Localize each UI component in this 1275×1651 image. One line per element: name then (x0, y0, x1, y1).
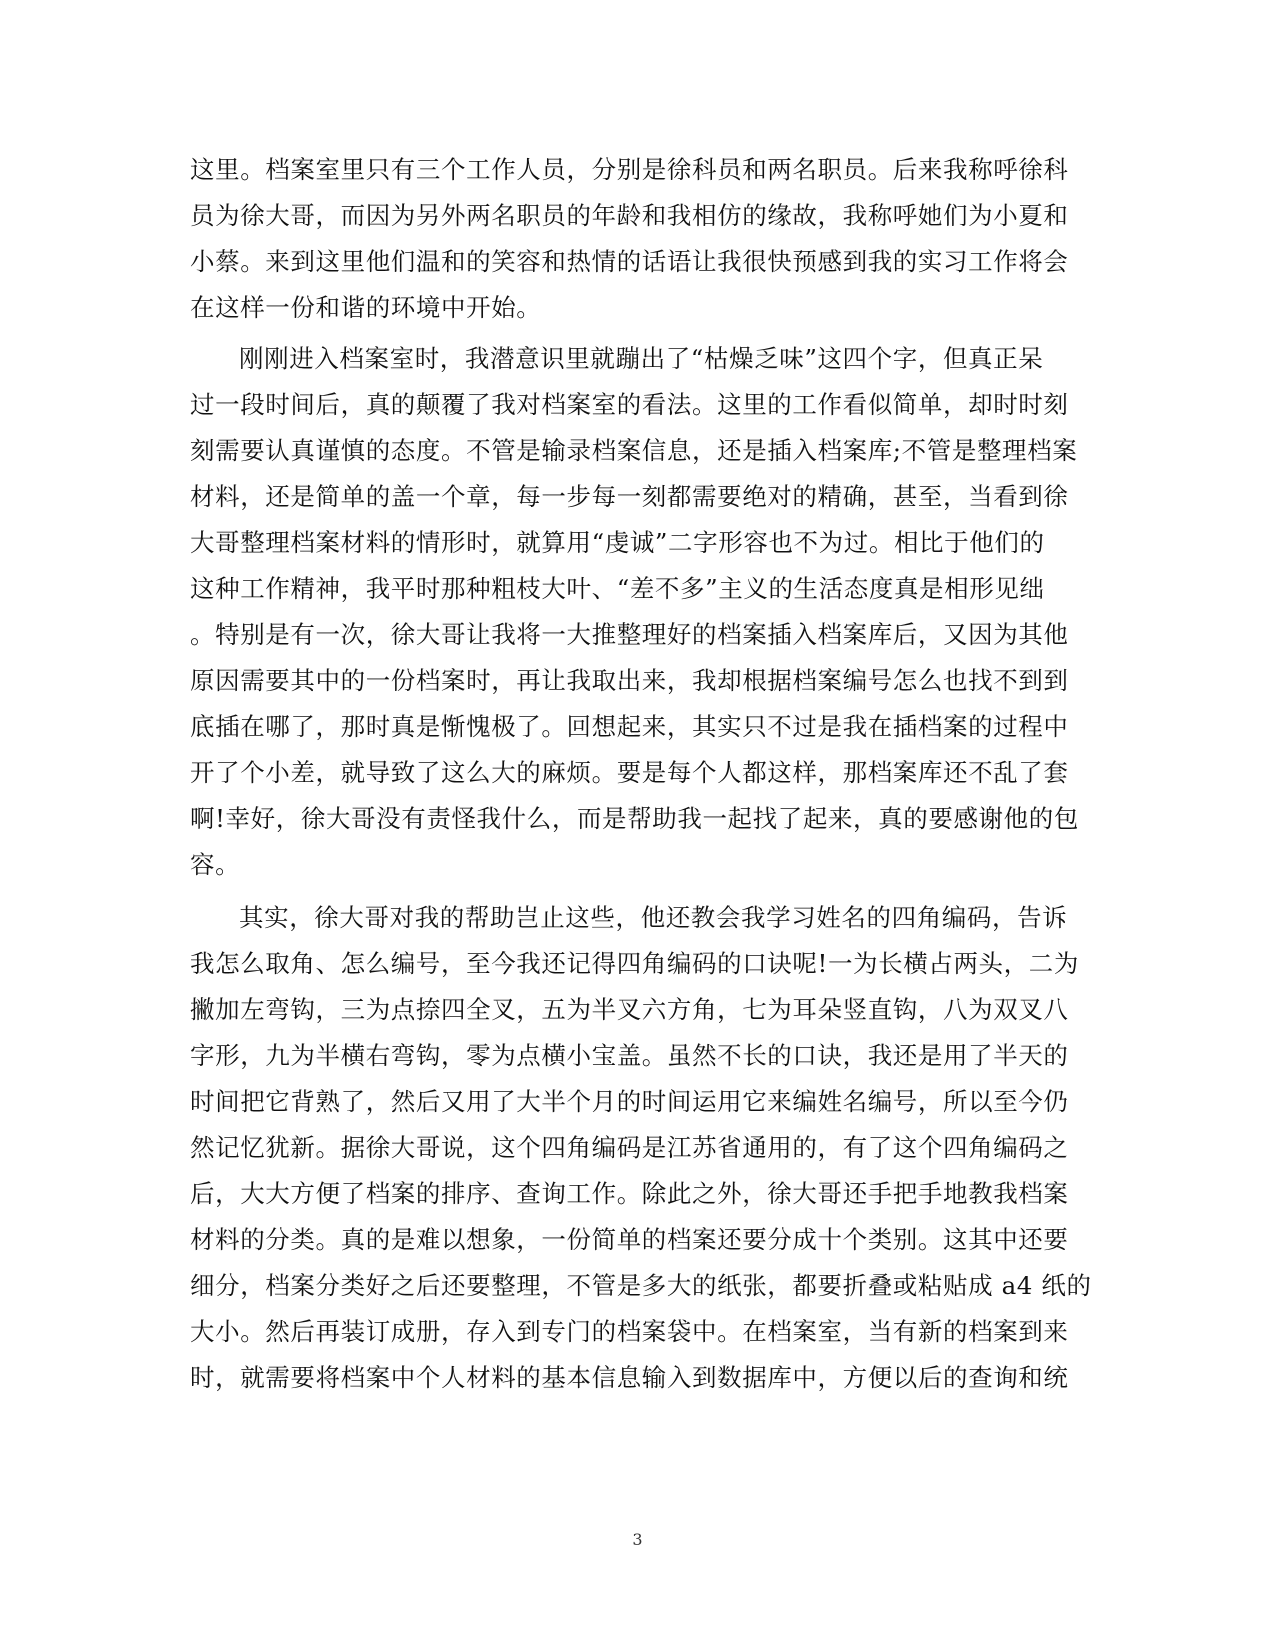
text-line: 开了个小差，就导致了这么大的麻烦。要是每个人都这样，那档案库还不乱了套 (190, 758, 1069, 787)
text-line: 刚刚进入档案室时，我潜意识里就蹦出了“枯燥乏味”这四个字，但真正呆 (239, 344, 1044, 373)
page-number: 3 (632, 1530, 643, 1549)
text-line: 后，大大方便了档案的排序、查询工作。除此之外，徐大哥还手把手地教我档案 (190, 1179, 1069, 1208)
text-line: 字形，九为半横右弯钩，零为点横小宝盖。虽然不长的口诀，我还是用了半天的 (190, 1041, 1069, 1070)
text-line: 在这样一份和谐的环境中开始。 (190, 293, 542, 322)
text-line: 这种工作精神，我平时那种粗枝大叶、“差不多”主义的生活态度真是相形见绌 (190, 574, 1045, 603)
text-line: 然记忆犹新。据徐大哥说，这个四角编码是江苏省通用的，有了这个四角编码之 (190, 1133, 1069, 1162)
text-line: 。特别是有一次，徐大哥让我将一大推整理好的档案插入档案库后，又因为其他 (190, 620, 1069, 649)
text-line: 小蔡。来到这里他们温和的笑容和热情的话语让我很快预感到我的实习工作将会 (190, 247, 1069, 276)
text-line: 材料，还是简单的盖一个章，每一步每一刻都需要绝对的精确，甚至，当看到徐 (190, 482, 1069, 511)
text-line: 时间把它背熟了，然后又用了大半个月的时间运用它来编姓名编号，所以至今仍 (190, 1087, 1069, 1116)
text-line: 原因需要其中的一份档案时，再让我取出来，我却根据档案编号怎么也找不到到 (190, 666, 1069, 695)
text-line: 容。 (190, 850, 241, 879)
text-line: 啊!幸好，徐大哥没有责怪我什么，而是帮助我一起找了起来，真的要感谢他的包 (190, 804, 1079, 833)
text-line: 刻需要认真谨慎的态度。不管是输录档案信息，还是插入档案库;不管是整理档案 (190, 436, 1078, 465)
text-line: 大小。然后再装订成册，存入到专门的档案袋中。在档案室，当有新的档案到来 (190, 1317, 1069, 1346)
text-line: 时，就需要将档案中个人材料的基本信息输入到数据库中，方便以后的查询和统 (190, 1363, 1069, 1392)
text-line: 大哥整理档案材料的情形时，就算用“虔诚”二字形容也不为过。相比于他们的 (190, 528, 1045, 557)
text-line: 材料的分类。真的是难以想象，一份简单的档案还要分成十个类别。这其中还要 (190, 1225, 1069, 1254)
text-line: 过一段时间后，真的颠覆了我对档案室的看法。这里的工作看似简单，却时时刻 (190, 390, 1069, 419)
text-line: 我怎么取角、怎么编号，至今我还记得四角编码的口诀呢!一为长横占两头，二为 (190, 949, 1079, 978)
text-line: 其实，徐大哥对我的帮助岂止这些，他还教会我学习姓名的四角编码，告诉 (239, 903, 1068, 932)
text-line: 底插在哪了，那时真是惭愧极了。回想起来，其实只不过是我在插档案的过程中 (190, 712, 1069, 741)
text-line: 撇加左弯钩，三为点捺四全叉，五为半叉六方角，七为耳朵竖直钩，八为双叉八 (190, 995, 1069, 1024)
text-line: 细分，档案分类好之后还要整理，不管是多大的纸张，都要折叠或粘贴成 a4 纸的 (190, 1271, 1092, 1300)
text-line: 员为徐大哥，而因为另外两名职员的年龄和我相仿的缘故，我称呼她们为小夏和 (190, 201, 1069, 230)
text-line: 这里。档案室里只有三个工作人员，分别是徐科员和两名职员。后来我称呼徐科 (190, 155, 1069, 184)
